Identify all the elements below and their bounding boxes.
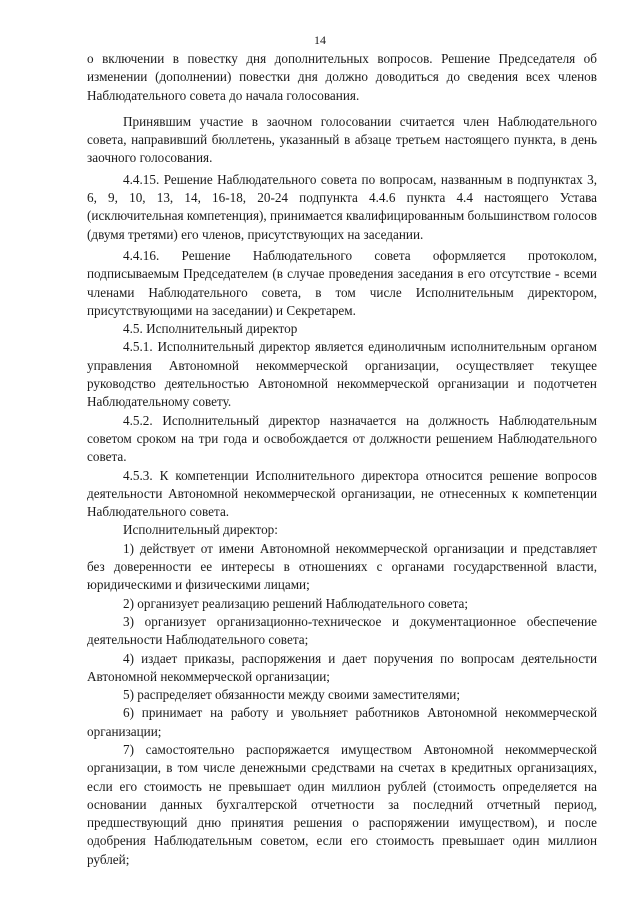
list-intro: Исполнительный директор: [123, 522, 278, 538]
list-item-5: 5) распределяет обязанности между своими заместителями; [123, 687, 460, 703]
list-item-2: 2) организует реализацию решений Наблюдательного совета; [123, 595, 469, 611]
page-number: 14 [314, 33, 326, 47]
list-item-1: 1) действует от имени Автономной некоммерческой организации и представляет без доверенности ее интересы в отношениях с органами государственной власти, юридическими и физическими лицами; [87, 540, 597, 593]
list-item-4: 4) издает приказы, распоряжения и дает поручения по вопросам деятельности Автономной некоммерческой организации; [87, 650, 597, 684]
list-item-7: 7) самостоятельно распоряжается имуществом Автономной некоммерческой организации, в том числе денежными средствами на счетах в кредитных организациях, если его стоимость не превышает один миллион рублей (стоимость определяется на основании данных бухгалтерской отчетности за последний отчетный период, предшествующий дню принятия решения о распоряжении имуществом), и после одобрения Наблюдательным советом, если его стоимость превышает один миллион рублей; [87, 741, 597, 867]
paragraph-4-4-16: 4.4.16. Решение Наблюдательного совета оформляется протоколом, подписываемым Председателем (в случае проведения заседания в его отсутствие - всеми членами Наблюдательного совета, в том числе Исполнительным директором, присутствующими на заседании) и Секретарем. [87, 247, 597, 318]
paragraph-4-4-15: 4.4.15. Решение Наблюдательного совета по вопросам, названным в подпунктах 3, 6, 9, 10, 13, 14, 16-18, 20-24 подпункта 4.4.6 пункта 4.4 настоящего Устава (исключительная компетенция), принимается квалифицированным большинством голосов (двумя третями) его членов, присутствующих на заседании. [87, 171, 597, 242]
list-item-3: 3) организует организационно-техническое и документационное обеспечение деятельности Наблюдательного совета; [87, 613, 597, 648]
section-heading-4-5: 4.5. Исполнительный директор [123, 321, 298, 337]
paragraph-4-5-2: 4.5.2. Исполнительный директор назначается на должность Наблюдательным советом сроком на три года и освобождается от должности решением Наблюдательного совета. [87, 412, 597, 465]
document-body [87, 50, 597, 869]
list-item-6: 6) принимает на работу и увольняет работников Автономной некоммерческой организации; [87, 705, 597, 739]
paragraph-agenda-continuation: о включении в повестку дня дополнительных вопросов. Решение Председателя об изменении (дополнении) повестки дня должно доводиться до сведения всех членов Наблюдательного совета до начала голосования. [87, 51, 597, 103]
paragraph-4-5-3: 4.5.3. К компетенции Исполнительного директора относится решение вопросов деятельности Автономной некоммерческой организации, не отнесенных к компетенции Наблюдательного совета. [87, 467, 597, 520]
paragraph-absentee-participation: Принявшим участие в заочном голосовании считается член Наблюдательного совета, направивший бюллетень, указанный в абзаце третьем настоящего пункта, в день заочного голосования. [87, 113, 597, 166]
paragraph-4-5-1: 4.5.1. Исполнительный директор является единоличным исполнительным органом управления Автономной некоммерческой организации, осуществляет текущее руководство деятельностью Автономной некоммерческой организации и подотчетен Наблюдательному совету. [87, 339, 597, 410]
